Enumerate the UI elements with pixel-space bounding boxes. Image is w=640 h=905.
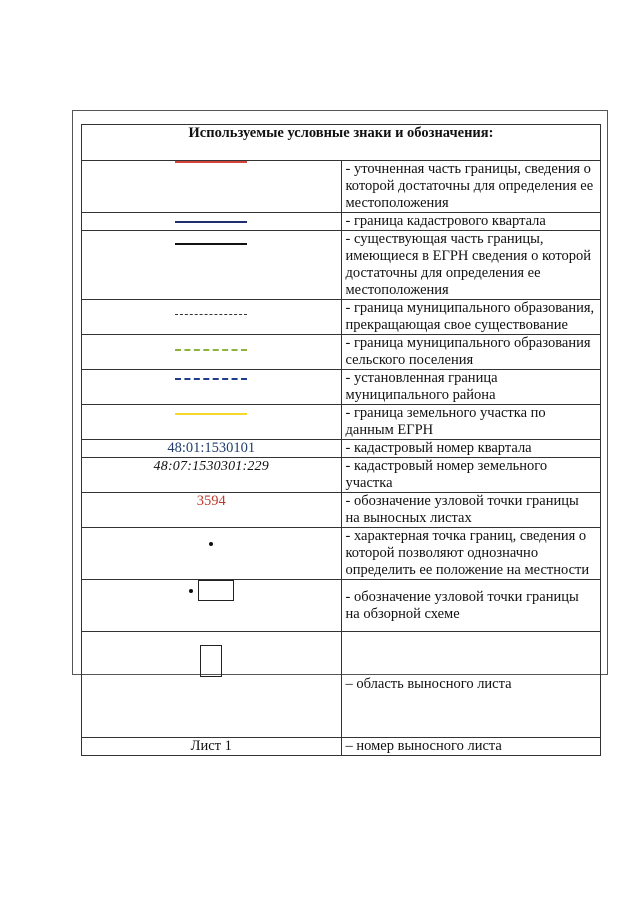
legend-description: - обозначение узловой точки границы на выносных листах <box>341 493 601 528</box>
cadastral-quarter-sample: 48:01:1530101 <box>167 440 256 456</box>
blue-dashed-line-symbol <box>175 378 247 380</box>
legend-description: – номер выносного листа <box>341 738 601 756</box>
symbol-cell <box>82 213 342 231</box>
navy-solid-line-symbol <box>175 221 247 223</box>
legend-row <box>82 300 601 335</box>
overview-node-rect-icon <box>198 580 234 601</box>
red-solid-line-symbol <box>175 161 247 163</box>
legend-description: - граница муниципального образования, прекращающая свое существование <box>341 300 601 335</box>
legend-row <box>82 458 601 493</box>
legend-description: - граница кадастрового квартала <box>341 213 601 231</box>
legend-description: - граница муниципального образования сельского поселения <box>341 335 601 370</box>
legend-row <box>82 161 601 213</box>
legend-row <box>82 738 601 756</box>
symbol-cell <box>82 335 342 370</box>
land-plot-number-sample: 48:07:1530301:229 <box>153 459 269 474</box>
legend-row <box>82 231 601 300</box>
symbol-cell <box>82 440 342 458</box>
black-solid-line-symbol <box>175 243 247 245</box>
legend-row <box>82 493 601 528</box>
remote-sheet-area-icon <box>200 645 222 677</box>
legend-description: - существующая часть границы, имеющиеся в ЕГРН сведения о которой достаточны для определения ее местоположения <box>341 231 601 300</box>
symbol-cell <box>82 300 342 335</box>
symbol-cell <box>82 632 342 738</box>
legend-description: - кадастровый номер квартала <box>341 440 601 458</box>
legend-description: - граница земельного участка по данным ЕГРН <box>341 405 601 440</box>
symbol-cell <box>82 231 342 300</box>
legend-title: Используемые условные знаки и обозначения: <box>82 125 601 161</box>
legend-description: – область выносного листа <box>341 632 601 738</box>
symbol-cell <box>82 580 342 632</box>
legend-description: - обозначение узловой точки границы на обзорной схеме <box>341 580 601 632</box>
legend-description: - кадастровый номер земельного участка <box>341 458 601 493</box>
legend-description: - установленная граница муниципального района <box>341 370 601 405</box>
legend-table <box>81 124 601 756</box>
thin-dashed-line-symbol <box>175 314 247 315</box>
symbol-cell <box>82 161 342 213</box>
legend-description: - уточненная часть границы, сведения о которой достаточны для определения ее местоположения <box>341 161 601 213</box>
yellow-solid-line-symbol <box>175 413 247 415</box>
legend-row <box>82 335 601 370</box>
legend-row <box>82 528 601 580</box>
symbol-cell <box>82 370 342 405</box>
symbol-cell <box>82 405 342 440</box>
symbol-cell <box>82 738 342 756</box>
characteristic-point-icon <box>209 542 213 546</box>
legend-row <box>82 440 601 458</box>
symbol-cell <box>82 493 342 528</box>
legend-description: - характерная точка границ, сведения о которой позволяют однозначно определить ее положение на местности <box>341 528 601 580</box>
legend-row <box>82 632 601 738</box>
legend-row <box>82 213 601 231</box>
legend-row <box>82 580 601 632</box>
legend-row <box>82 370 601 405</box>
symbol-cell <box>82 528 342 580</box>
sheet-number-sample: Лист 1 <box>190 738 232 754</box>
green-dashed-line-symbol <box>175 349 247 351</box>
legend-row <box>82 405 601 440</box>
node-point-number-sample: 3594 <box>196 493 226 509</box>
overview-node-dot-icon <box>189 589 193 593</box>
symbol-cell <box>82 458 342 493</box>
